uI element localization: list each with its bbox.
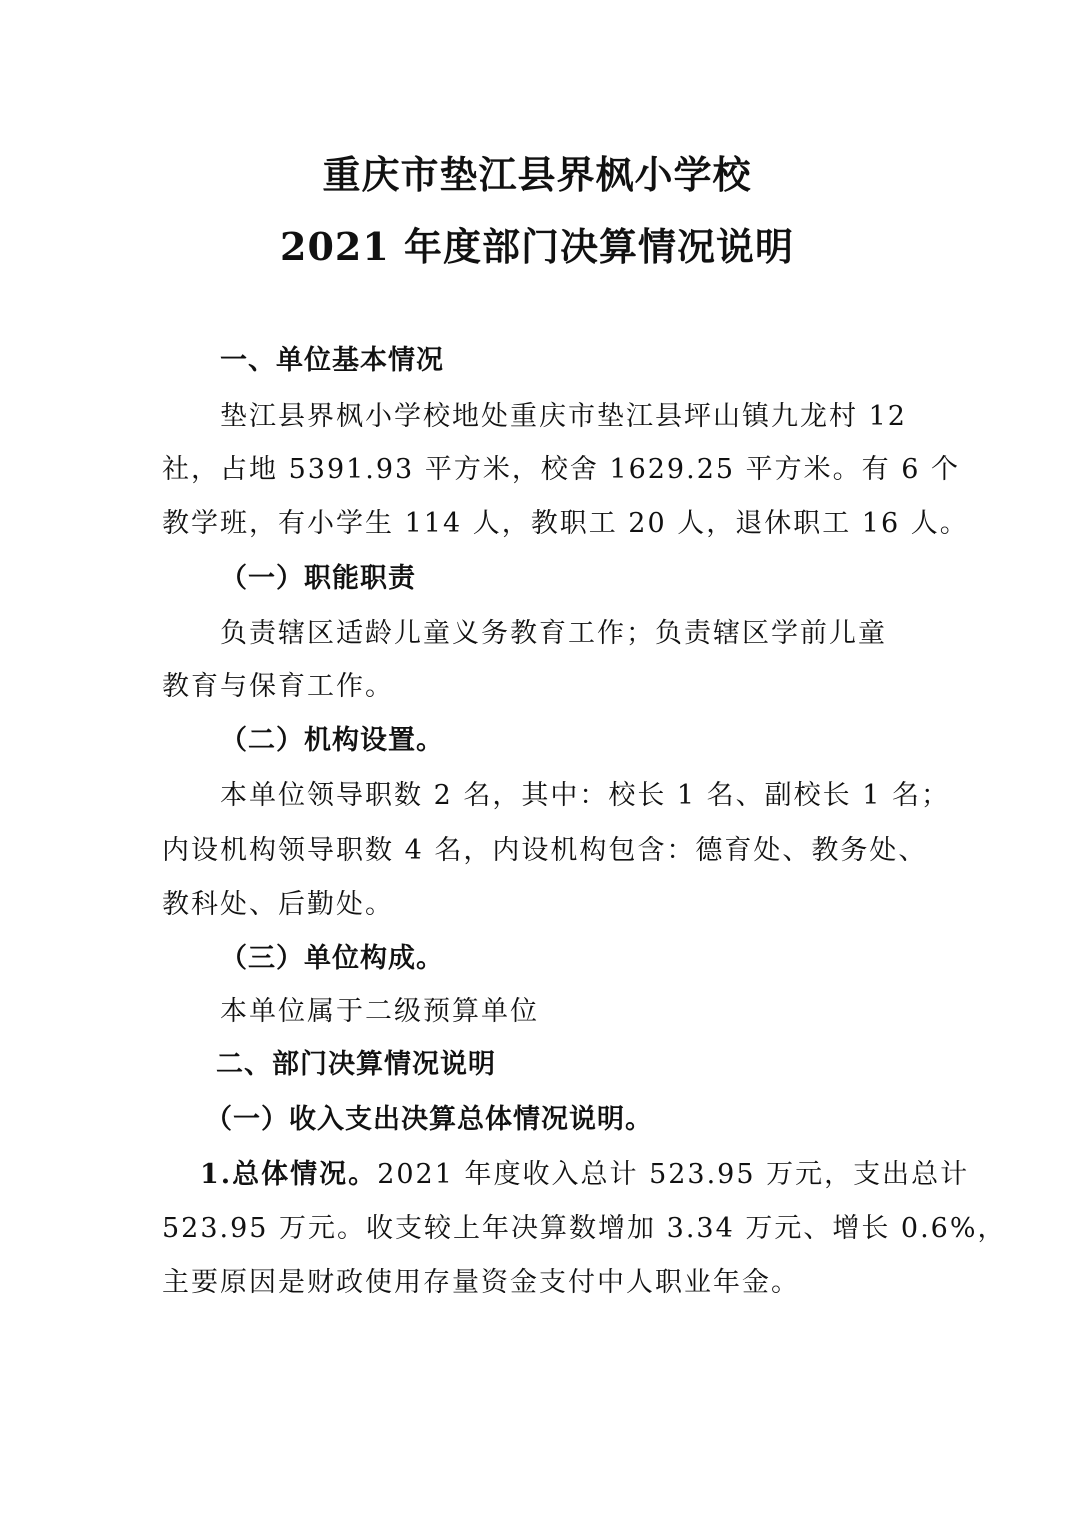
composition-text-line: 本单位属于二级预算单位	[220, 996, 539, 1027]
functions-text-line: 教育与保育工作。	[162, 671, 394, 702]
section-1-intro-line: 社，占地 5391.93 平方米，校舍 1629.25 平方米。有 6 个	[162, 454, 960, 485]
overall-situation-label: 1.总体情况。	[200, 1159, 378, 1190]
section-1-intro-line: 教学班，有小学生 114 人，教职工 20 人，退休职工 16 人。	[162, 508, 969, 539]
structure-text-line: 内设机构领导职数 4 名，内设机构包含：德育处、教务处、	[162, 835, 928, 866]
overall-situation-line	[200, 1156, 969, 1194]
overall-situation-text-line: 523.95 万元。收支较上年决算数增加 3.34 万元、增长 0.6%，	[162, 1213, 1007, 1244]
structure-text-line: 教科处、后勤处。	[162, 889, 394, 920]
functions-text-line: 负责辖区适龄儿童义务教育工作；负责辖区学前儿童	[220, 618, 887, 649]
subsection-revenue-expenditure-heading: （一）收入支出决算总体情况说明。	[205, 1104, 653, 1135]
document-title-line-2: 2021 年度部门决算情况说明	[280, 224, 794, 269]
overall-situation-text-line: 主要原因是财政使用存量资金支付中人职业年金。	[162, 1267, 800, 1298]
section-1-heading: 一、单位基本情况	[220, 345, 444, 376]
document-title-line-1: 重庆市垫江县界枫小学校	[322, 152, 752, 197]
subsection-composition-heading: （三）单位构成。	[220, 943, 444, 974]
subsection-structure-heading: （二）机构设置。	[220, 725, 444, 756]
overall-situation-text: 2021 年度收入总计 523.95 万元，支出总计	[377, 1159, 970, 1190]
structure-text-line: 本单位领导职数 2 名，其中：校长 1 名、副校长 1 名；	[220, 780, 951, 811]
section-1-intro-line: 垫江县界枫小学校地处重庆市垫江县坪山镇九龙村 12	[220, 401, 907, 432]
subsection-functions-heading: （一）职能职责	[220, 563, 416, 594]
section-2-heading: 二、部门决算情况说明	[216, 1049, 496, 1080]
